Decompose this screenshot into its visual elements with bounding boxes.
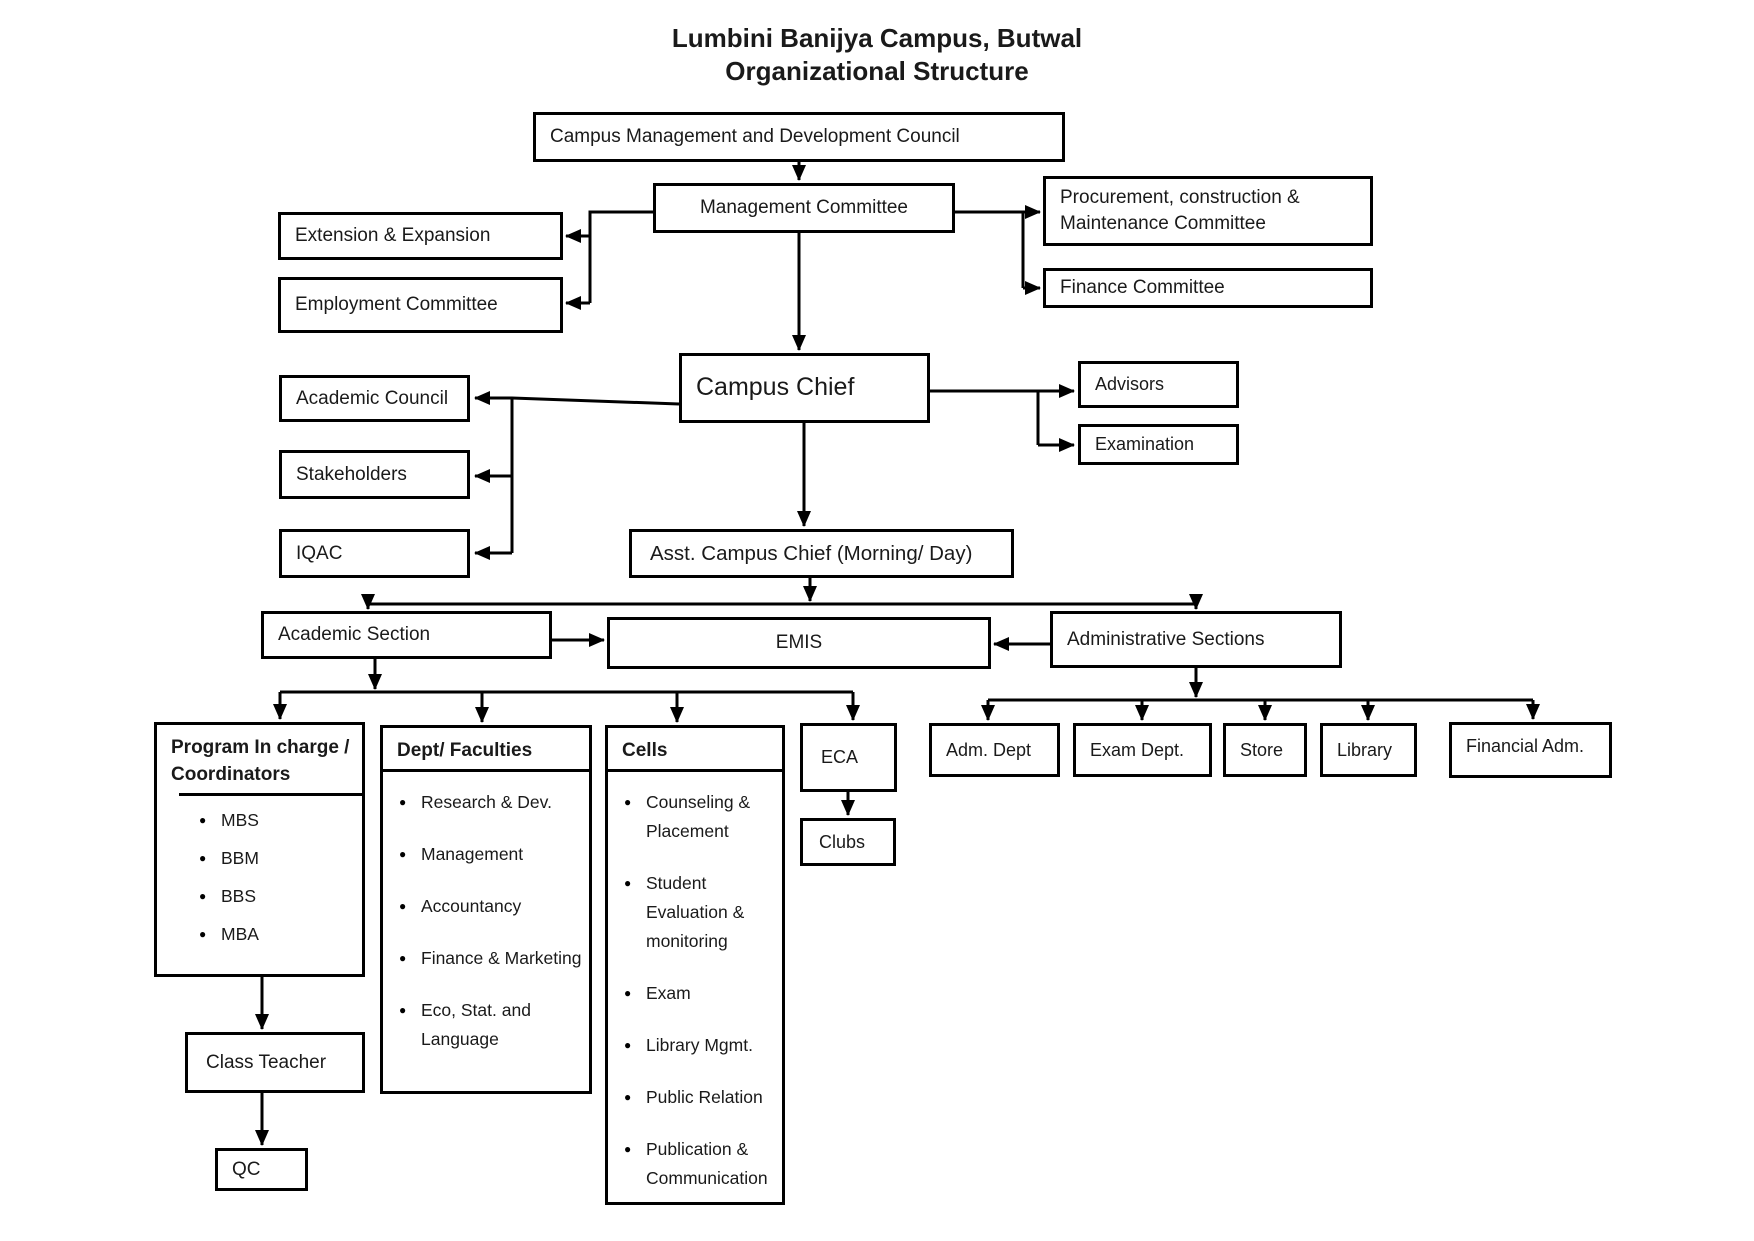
title-line2: Organizational Structure (725, 56, 1029, 86)
list-item: ● Public Relation (646, 1083, 776, 1112)
node-advisors: Advisors (1078, 361, 1239, 408)
node-adm-dept: Adm. Dept (929, 723, 1060, 777)
node-campus-chief: Campus Chief (679, 353, 930, 423)
list-item: ● Research & Dev. (421, 788, 583, 817)
node-stakeholders: Stakeholders (279, 450, 470, 499)
list-item: ● Management (421, 840, 583, 869)
node-academic-section: Academic Section (261, 611, 552, 659)
node-library: Library (1320, 723, 1417, 777)
node-financial-adm: Financial Adm. (1449, 722, 1612, 778)
list-item: ● MBS (221, 806, 356, 835)
list-item: ● Student Evaluation & monitoring (646, 869, 776, 956)
list-item: ● Finance & Marketing (421, 944, 583, 973)
page-title (0, 22, 1754, 88)
node-class-teacher: Class Teacher (185, 1032, 365, 1093)
dept-list (383, 788, 589, 1054)
list-item: ● Counseling & Placement (646, 788, 776, 846)
list-item: ● Accountancy (421, 892, 583, 921)
list-item: ● Exam (646, 979, 776, 1008)
program-header: Program In charge / Coordinators (171, 737, 350, 785)
cells-header: Cells (608, 728, 782, 772)
node-management-committee: Management Committee (653, 183, 955, 233)
program-header-rule (179, 793, 362, 796)
list-item: ● MBA (221, 920, 356, 949)
node-academic-council: Academic Council (279, 375, 470, 422)
list-item: ● Publication & Communication (646, 1135, 776, 1193)
node-finance-committee: Finance Committee (1043, 268, 1373, 308)
node-campus-management-council: Campus Management and Development Council (533, 112, 1065, 162)
list-item: ● Eco, Stat. and Language (421, 996, 583, 1054)
node-employment-committee: Employment Committee (278, 277, 563, 333)
list-item: ● BBM (221, 844, 356, 873)
node-iqac: IQAC (279, 529, 470, 578)
node-clubs: Clubs (800, 818, 896, 866)
list-item: ● BBS (221, 882, 356, 911)
cells-list (608, 788, 782, 1193)
node-eca: ECA (800, 723, 897, 792)
node-dept-faculties (380, 725, 592, 1094)
program-list (157, 806, 362, 949)
node-examination: Examination (1078, 424, 1239, 465)
node-extension-expansion: Extension & Expansion (278, 212, 563, 260)
node-emis: EMIS (607, 617, 991, 669)
node-store: Store (1223, 723, 1307, 777)
node-procurement-committee: Procurement, construction & Maintenance Committee (1043, 176, 1373, 246)
node-cells (605, 725, 785, 1205)
node-qc: QC (215, 1148, 308, 1191)
node-program-incharge (154, 722, 365, 977)
node-asst-campus-chief: Asst. Campus Chief (Morning/ Day) (629, 529, 1014, 578)
list-item: ● Library Mgmt. (646, 1031, 776, 1060)
node-exam-dept: Exam Dept. (1073, 723, 1212, 777)
dept-header: Dept/ Faculties (383, 728, 589, 772)
node-administrative-sections: Administrative Sections (1050, 611, 1342, 668)
title-line1: Lumbini Banijya Campus, Butwal (671, 23, 1083, 53)
